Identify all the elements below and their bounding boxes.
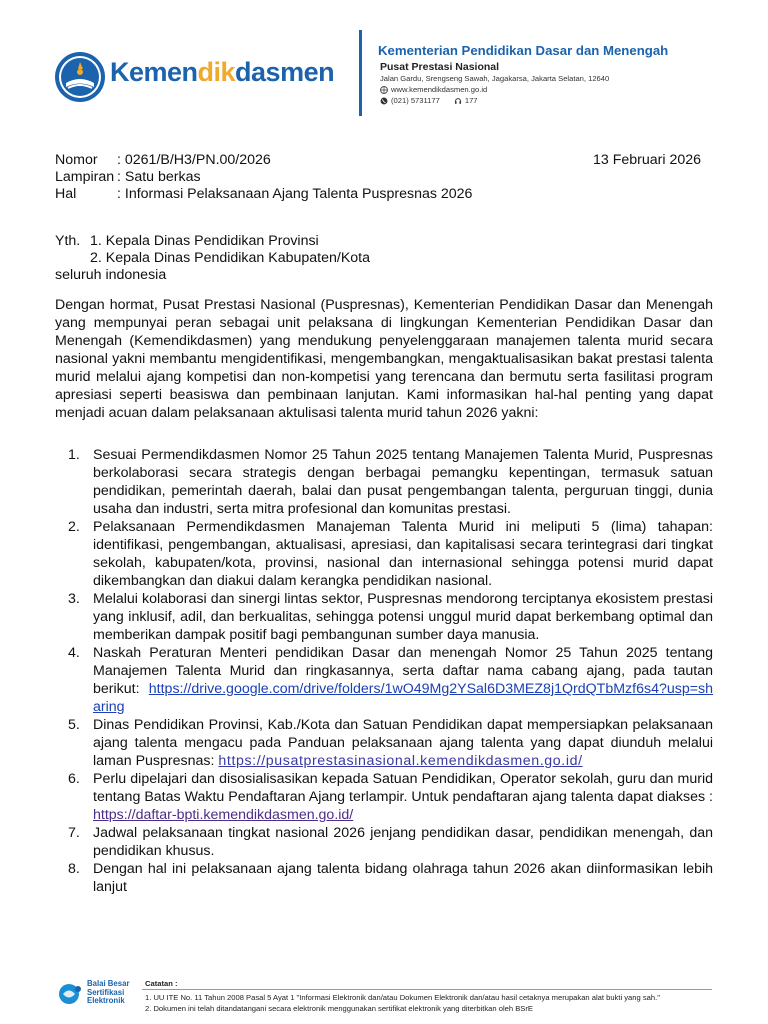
contact-row <box>380 96 478 105</box>
globe-icon <box>380 86 388 94</box>
unit-name: Pusat Prestasi Nasional <box>380 61 500 73</box>
footer-divider <box>142 989 712 990</box>
footer-note-1: 1. UU ITE No. 11 Tahun 2008 Pasal 5 Ayat 1 "Informasi Elektronik dan/atau Dokumen Elektronik dan/atau hasil cetaknya merupakan alat bukti yang sah." <box>145 993 660 1002</box>
list-item: 4. Naskah Peraturan Menteri pendidikan Dasar dan menengah Nomor 25 Tahun 2025 tentang Manajemen Talenta Murid dan ringkasannya, serta daftar nama cabang ajang, pada tautan berikut: https://drive.google.com/drive/folders/1wO49Mg2YSal6D3MEZ8j1QrdQTbMzf6s4?usp=sharing <box>68 645 713 715</box>
nomor-value: : 0261/B/H3/PN.00/2026 <box>117 152 271 168</box>
footer-note-2: 2. Dokumen ini telah ditandatangani secara elektronik menggunakan sertifikat elektronik yang diterbitkan oleh BSrE <box>145 1004 533 1013</box>
recipient-2: 2. Kepala Dinas Pendidikan Kabupaten/Kota <box>90 250 371 266</box>
puspresnas-link[interactable]: https://pusatprestasinasional.kemendikdasmen.go.id/ <box>218 753 583 769</box>
bsre-name: Balai Besar Sertifikasi Elektronik <box>87 979 130 1006</box>
lampiran-value: : Satu berkas <box>117 169 201 185</box>
ministry-name: Kementerian Pendidikan Dasar dan Menengah <box>378 43 669 58</box>
header-divider <box>359 30 362 116</box>
intro-paragraph: Dengan hormat, Pusat Prestasi Nasional (Puspresnas), Kementerian Pendidikan Dasar dan Menengah yang mempunyai peran sebagai unit pelaksana di lingkungan Kementerian Pendidikan Dasar dan Menengah (Kemendikdasmen) yang mendukung penyelenggaraan manajemen talenta murid secara nasional yakni membantu mengidentifikasi, mengembangkan, mengaktualisasikan bakat prestasi talenta murid melalui ajang kompetisi dan non-kompetisi yang terencana dan bermutu serta fasilitasi program apresiasi seperti beasiswa dan pembinaan lanjutan. Kami informasikan hal-hal penting yang dapat menjadi acuan dalam pelaksanaan aktulisasi talenta murid tahun 2026 yakni: <box>55 297 713 421</box>
list-item: 6. Perlu dipelajari dan disosialisasikan kepada Satuan Pendidikan, Operator sekolah, guru dan murid tentang Batas Waktu Pendaftaran Ajang terlampir. Untuk pendaftaran ajang talenta dapat diakses : https://daftar-bpti.kemendikdasmen.go.id/ <box>68 771 713 823</box>
list-item: 7. Jadwal pelaksanaan tingkat nasional 2026 jenjang pendidikan dasar, pendidikan menengah, dan pendidikan khusus. <box>68 825 713 859</box>
bsre-logo-icon <box>58 983 84 1005</box>
yth-label: Yth. <box>55 233 81 249</box>
registration-link[interactable]: https://daftar-bpti.kemendikdasmen.go.id/ <box>93 807 354 823</box>
phone-icon <box>380 97 388 105</box>
website-row <box>380 85 487 94</box>
drive-link[interactable]: https://drive.google.com/drive/folders/1wO49Mg2YSal6D3MEZ8j1QrdQTbMzf6s4?usp=sharing <box>93 681 713 715</box>
recipient-3: seluruh indonesia <box>55 267 167 283</box>
brand-wordmark: Kemendikdasmen <box>110 57 335 87</box>
letter-date: 13 Februari 2026 <box>593 152 702 168</box>
hal-label: Hal <box>55 186 77 202</box>
headset-icon <box>454 97 462 105</box>
nomor-label: Nomor <box>55 152 98 168</box>
address: Jalan Gardu, Srengseng Sawah, Jagakarsa, Jakarta Selatan, 12640 <box>380 74 610 83</box>
list-item: 2. Pelaksanaan Permendikdasmen Manajeman Talenta Murid ini meliputi 5 (lima) tahapan: identifikasi, pengembangan, aktualisasi, apresiasi, dan kapitalisasi secara terintegrasi dari tingkat sekolah, kabupaten/kota, provinsi, nasional dan internasional sehingga potensi murid dapat dikembangkan dan diakui dalam kerangka pendidikan nasional. <box>68 519 713 589</box>
kemendikdasmen-emblem <box>54 51 106 103</box>
recipient-1: 1. Kepala Dinas Pendidikan Provinsi <box>90 233 319 249</box>
info-list <box>68 446 713 896</box>
list-item: 3. Melalui kolaborasi dan sinergi lintas sektor, Puspresnas mendorong terciptanya ekosistem prestasi yang inklusif, adil, dan berkualitas, sehingga potensi unggul murid dapat berkembang optimal dan memberikan dampak positif bagi pembangunan sumber daya manusia. <box>68 591 713 643</box>
website-text: www.kemendikdasmen.go.id <box>391 85 488 94</box>
phone-text: (021) 5731177 <box>391 96 440 105</box>
catatan-label: Catatan : <box>145 979 178 988</box>
list-item: 8. Dengan hal ini pelaksanaan ajang talenta bidang olahraga tahun 2026 akan diinformasikan lebih lanjut <box>68 861 713 895</box>
list-item: 5. Dinas Pendidikan Provinsi, Kab./Kota dan Satuan Pendidikan dapat mempersiapkan pelaksanaan ajang talenta mengacu pada Panduan pelaksanaan ajang talenta yang dapat diunduh melalui laman Puspresnas: https://pusatprestasinasional.kemendikdasmen.go.id/ <box>68 717 713 769</box>
lampiran-label: Lampiran <box>55 169 115 185</box>
hal-value: : Informasi Pelaksanaan Ajang Talenta Puspresnas 2026 <box>117 186 473 202</box>
hotline-text: 177 <box>464 96 478 105</box>
list-item: 1. Sesuai Permendikdasmen Nomor 25 Tahun 2025 tentang Manajemen Talenta Murid, Puspresnas berkolaborasi secara strategis dengan berbagai pemangku kepentingan, termasuk satuan pendidikan, pemerintah daerah, balai dan pusat pengembangan talenta, perguruan tinggi, dunia usaha dan industri, serta mitra profesional dan komunitas prestasi. <box>68 447 713 517</box>
